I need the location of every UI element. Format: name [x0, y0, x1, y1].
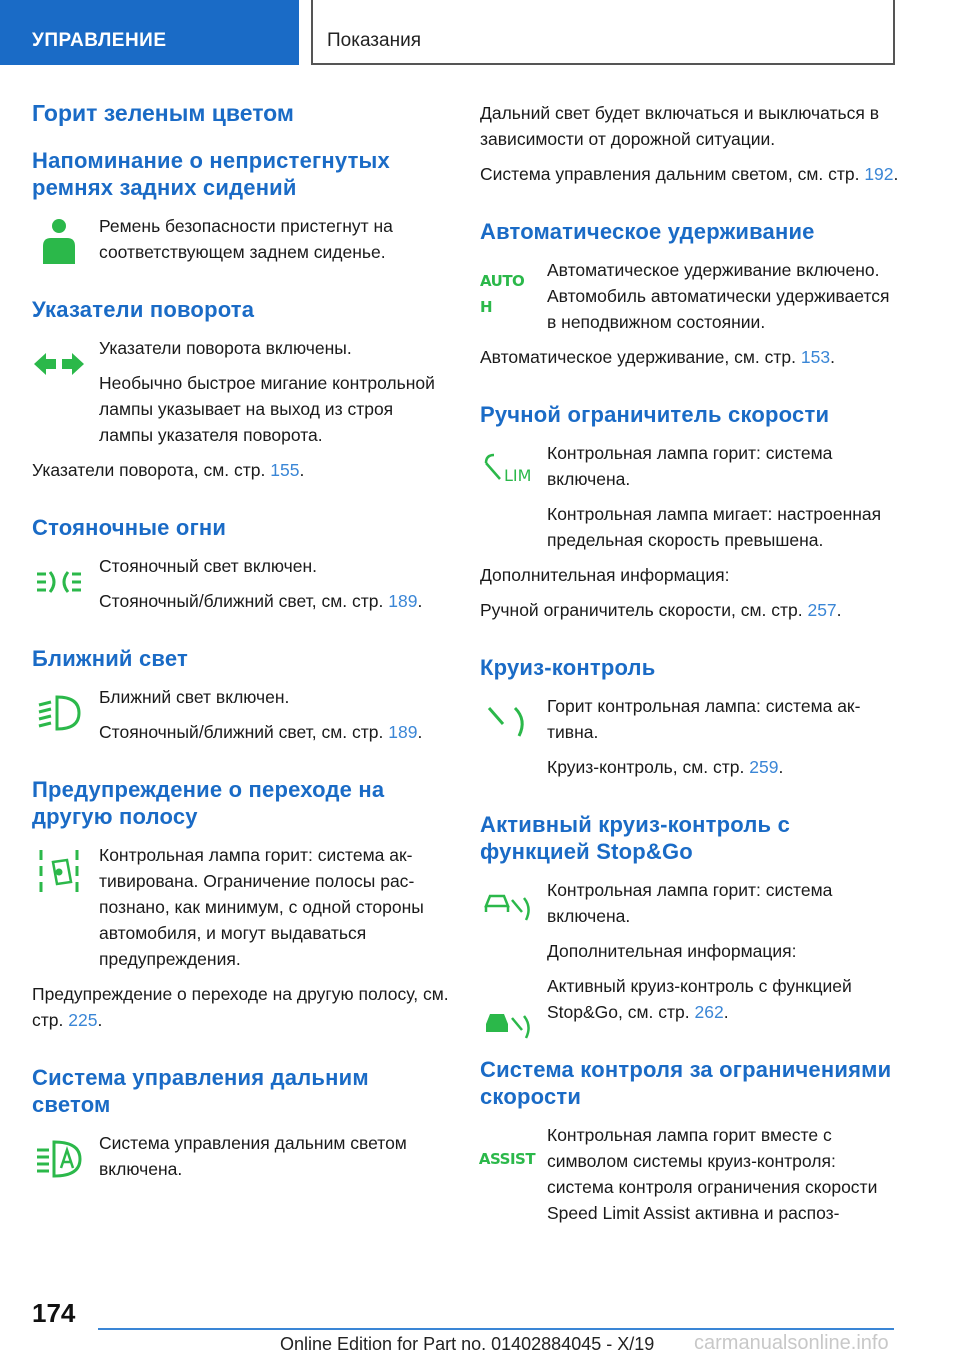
speed-limiter-label: LIM — [504, 466, 532, 485]
entry-high-beam-assist — [32, 1130, 452, 1182]
speed-limiter-text-1: Контрольная лампа горит: система включена. — [547, 443, 833, 489]
speed-limiter-text-2: Контрольная лампа мигает: настроенная предельная скорость превышена. — [547, 504, 882, 550]
entry-low-beam — [32, 684, 452, 745]
entry-speed-limit-assist — [480, 1122, 900, 1226]
speed-limit-assist-icon: ASSIST — [478, 1150, 536, 1168]
page-title: Горит зеленым цветом — [32, 100, 294, 126]
lane-departure-ref: Предупреждение о переходе на другую полосу, см. стр. 225. — [32, 984, 449, 1030]
entry-turn-signals — [32, 335, 452, 448]
footer-edition: Online Edition for Part no. 01402884045 - X/19 — [280, 1334, 655, 1354]
header-chapter: Показания — [311, 0, 895, 65]
entry-cruise-control — [480, 693, 900, 780]
entry-auto-hold — [480, 257, 900, 335]
acc-car-icon — [480, 879, 534, 933]
turn-signals-text-1: Указатели поворота включены. — [99, 338, 352, 358]
auto-hold-icon: AUTO H — [480, 272, 525, 316]
page-link-259[interactable]: 259 — [749, 757, 779, 777]
auto-hold-text: Автоматическое удерживание включено. Автомобиль автоматически удерживается в неподвижном состоянии. — [547, 260, 890, 332]
low-beam-icon — [32, 686, 86, 740]
seatbelt-text: Ремень безопасности пристегнут на соответствующем заднем сиденье. — [99, 216, 393, 262]
heading-seatbelt: Напоминание о непристегнутых ремнях задних сидений — [32, 148, 390, 200]
turn-signals-text-2: Необычно быстрое мигание контрольной лампы указывает на выход из строя лампы указателя поворота. — [99, 373, 435, 445]
low-beam-ref: Стояночный/ближний свет, см. стр. 189. — [99, 722, 423, 742]
entry-acc-stop-go — [480, 877, 900, 1025]
speed-limiter-ref: Ручной ограничитель скорости, см. стр. 257. — [480, 600, 842, 620]
parking-lights-ref: Стояночный/ближний свет, см. стр. 189. — [99, 591, 423, 611]
acc-text-2: Дополнительная информация: — [547, 941, 797, 961]
heading-acc-stop-go: Активный круиз-контроль с функцией Stop&Go — [480, 812, 791, 864]
entry-seatbelt — [32, 213, 452, 265]
page-number: 174 — [32, 1298, 76, 1328]
cruise-control-text: Горит контрольная лампа: система активна. — [547, 696, 861, 742]
header-section: УПРАВЛЕНИЕ — [0, 0, 299, 65]
heading-lane-departure: Предупреждение о переходе на другую полосу — [32, 777, 385, 829]
right-column — [480, 100, 900, 1235]
lane-departure-icon — [32, 844, 86, 898]
high-beam-assist-icon — [32, 1132, 86, 1186]
page-link-155[interactable]: 155 — [270, 460, 300, 480]
speed-limiter-icon — [480, 442, 540, 496]
heading-auto-hold: Автоматическое удерживание — [480, 219, 815, 244]
page-link-153[interactable]: 153 — [800, 347, 831, 367]
page-link-257[interactable]: 257 — [807, 600, 837, 620]
turn-signal-arrows-icon — [32, 337, 86, 391]
page-link-189b[interactable]: 189 — [388, 722, 418, 742]
low-beam-text-1: Ближний свет включен. — [99, 687, 290, 707]
watermark: carmanualsonline.info — [694, 1332, 889, 1354]
acc-car-solid-icon — [480, 997, 534, 1051]
auto-hold-ref: Автоматическое удерживание, см. стр. 153. — [480, 347, 835, 367]
acc-ref: Активный круиз-контроль с функцией Stop&Go, см. стр. 262. — [547, 976, 852, 1022]
heading-high-beam-assist: Система управления дальним светом — [32, 1065, 369, 1117]
entry-speed-limiter — [480, 440, 900, 553]
high-beam-assist-text: Система управления дальним светом включена. — [99, 1133, 407, 1179]
page-link-262[interactable]: 262 — [694, 1002, 724, 1022]
speed-limit-assist-text: Контрольная лампа горит вместе с символом системы круиз-контроля: система контроля ограничения скорости Speed Limit Assist активна и распоз- — [547, 1125, 878, 1223]
parking-lights-icon — [32, 555, 86, 609]
lane-departure-text: Контрольная лампа горит: система активирована. Ограничение полосы распознано, как минимум, с одной стороны автомобиля, и могут выдаваться предупреждения. — [99, 845, 424, 969]
entry-parking-lights — [32, 553, 452, 614]
turn-signals-ref: Указатели поворота, см. стр. 155. — [32, 460, 305, 480]
left-column — [32, 100, 452, 1191]
footer-line — [98, 1328, 894, 1330]
page-link-225[interactable]: 225 — [68, 1010, 98, 1030]
acc-text-1: Контрольная лампа горит: система включена. — [547, 880, 833, 926]
high-beam-intro: Дальний свет будет включаться и выключаться в зависимости от дорожной ситуации. — [480, 103, 880, 149]
seatbelt-person-icon — [32, 215, 86, 269]
heading-turn-signals: Указатели поворота — [32, 297, 255, 322]
entry-lane-departure — [32, 842, 452, 972]
parking-lights-text-1: Стояночный свет включен. — [99, 556, 318, 576]
heading-speed-limit-assist: Система контроля за ограничениями скорости — [480, 1057, 892, 1109]
high-beam-ref: Система управления дальним светом, см. стр. 192. — [480, 164, 899, 184]
cruise-control-ref: Круиз-контроль, см. стр. 259. — [547, 757, 784, 777]
speed-limiter-more: Дополнительная информация: — [480, 565, 730, 585]
heading-low-beam: Ближний свет — [32, 646, 188, 671]
heading-cruise-control: Круиз-контроль — [480, 655, 656, 680]
page-link-192[interactable]: 192 — [864, 164, 894, 184]
page-link-189a[interactable]: 189 — [388, 591, 418, 611]
heading-parking-lights: Стояночные огни — [32, 515, 227, 540]
cruise-control-icon — [480, 695, 534, 749]
heading-speed-limiter: Ручной ограничитель скорости — [480, 402, 830, 427]
